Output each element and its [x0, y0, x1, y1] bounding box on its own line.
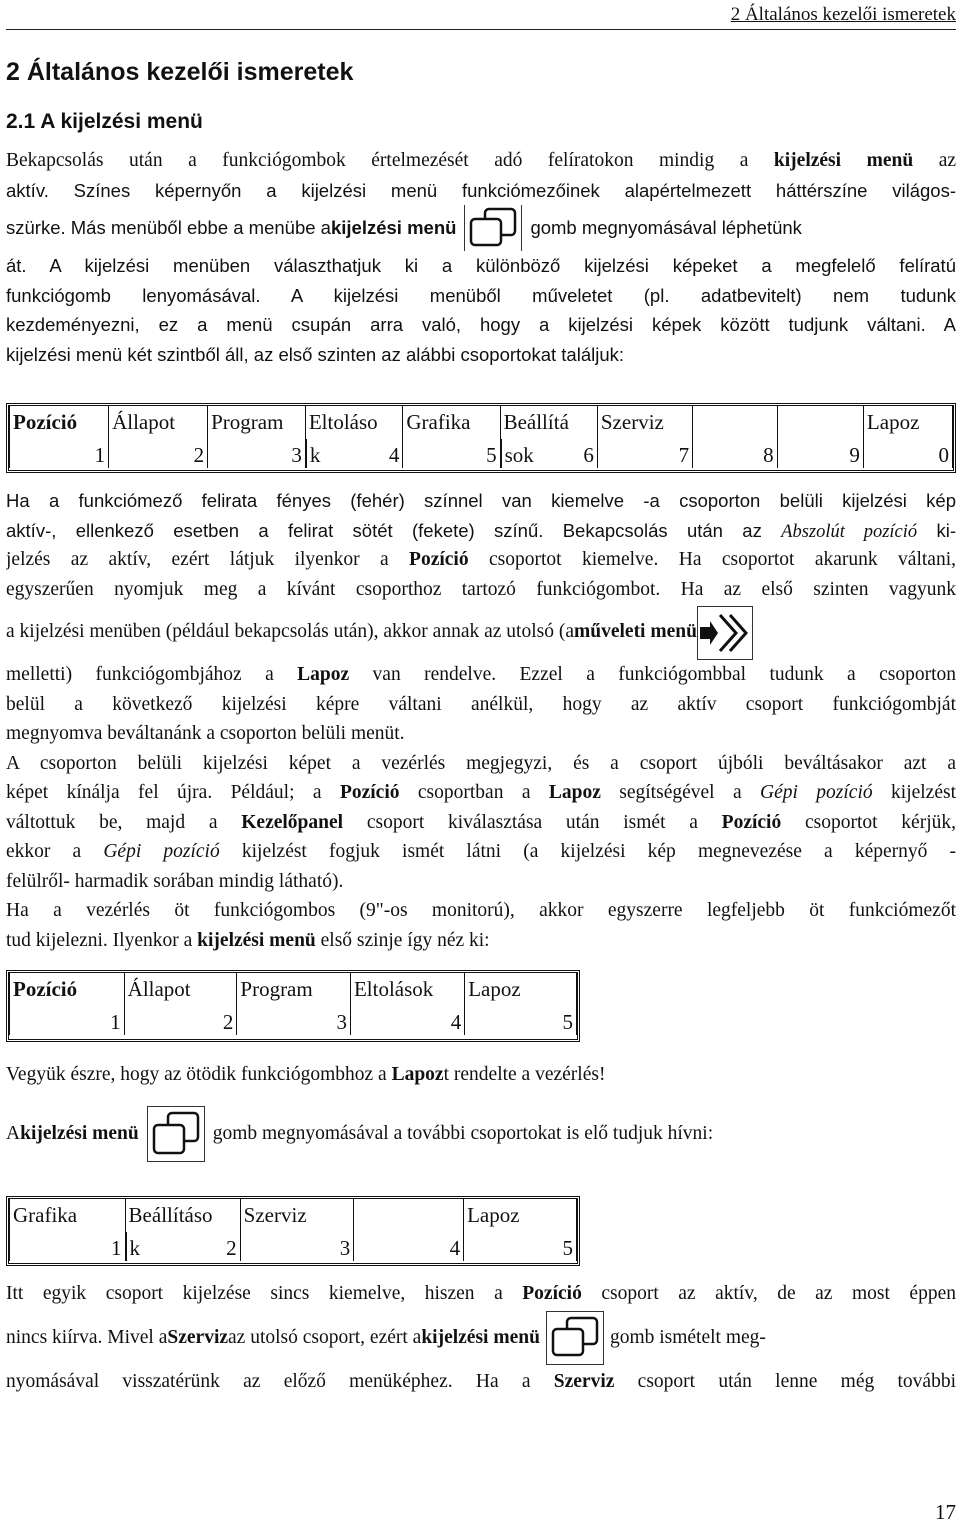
softkey-number: 1 — [10, 1232, 126, 1261]
text-line: aktív-, ellenkező esetben a felirat sötét (fekete) színű. Bekapcsolás után az Abszolút pozíció ki- — [6, 519, 956, 542]
softkey-label: Program — [208, 406, 306, 439]
softkey-number: 4 — [350, 1006, 464, 1035]
text-line: a kijelzési menüben (például bekapcsolás után), akkor annak az utolsó (a műveleti menü — [6, 604, 956, 660]
text-line: Ha a funkciómező felirata fényes (fehér) színnel van kiemelve -a csoporton belüli kijelzési kép — [6, 490, 956, 511]
softkey-label: Grafika — [403, 406, 500, 439]
paragraph-highlight — [6, 486, 956, 955]
paragraph-return — [6, 1279, 956, 1396]
text-line: át. A kijelzési menüben választhatjuk ki a különböző kijelzési képeket a megfelelő felíratú — [6, 255, 956, 276]
softkey-label — [354, 1199, 464, 1232]
text-line: belül a következő kijelzési képre váltani anélkül, hogy az aktív csoport funkciógombját — [6, 693, 956, 715]
text-line: kijelzési menü két szintből áll, az első szinten az alábbi csoportokat találjuk: — [6, 343, 625, 365]
softkey-label: Program — [237, 973, 351, 1006]
text-line: Bekapcsolás után a funkciógombok értelmezését adó felíratokon mindig a kijelzési menü az — [6, 150, 956, 171]
text-line: Itt egyik csoport kijelzése sincs kiemelve, hiszen a Pozíció csoport az aktív, de az most éppen — [6, 1283, 956, 1304]
softkey-table-full — [9, 406, 953, 468]
softkey-number: 2 — [124, 1006, 237, 1035]
display-menu-icon[interactable] — [464, 205, 522, 251]
softkey-number: 3 — [237, 1006, 351, 1035]
softkey-label: Eltolások — [350, 973, 464, 1006]
softkey-number: 3 — [208, 439, 306, 468]
chapter-title: 2 Általános kezelői ismeretek — [6, 58, 354, 86]
softkey-table-five — [9, 973, 577, 1035]
text-line: szürke. Más menüből ebbe a menübe a kijelzési menü gomb megnyomásával léphetünk — [6, 205, 956, 251]
softkey-number: 4 — [354, 1232, 464, 1261]
text-line: egyszerűen nyomjuk meg a kívánt csoporthoz tartozó funkciógombot. Ha az első szinten vagyunk — [6, 578, 956, 600]
text-line: megnyomva beváltanánk a csoporton belüli menüt. — [6, 723, 405, 744]
softkey-number: 1 — [10, 439, 109, 468]
softkey-number: 1 — [10, 1006, 125, 1035]
softkey-number: k 2 — [126, 1232, 240, 1261]
softkey-label: Lapoz — [465, 973, 577, 1006]
softkey-label — [777, 406, 863, 439]
header-rule — [6, 29, 956, 30]
softkey-number: 7 — [597, 439, 692, 468]
softkey-label: Lapoz — [863, 406, 952, 439]
text-line: funkciógomb lenyomásával. A kijelzési menüből műveletet (pl. adatbevitelt) nem tudunk — [6, 284, 956, 306]
softkey-number: sok 6 — [501, 439, 597, 468]
text-line: nyomásával visszatérünk az előző menüképhez. Ha a Szerviz csoport után lenne még további — [6, 1370, 956, 1392]
softkey-label: Szerviz — [240, 1199, 354, 1232]
page-number: 17 — [935, 1500, 956, 1524]
softkey-label: Szerviz — [597, 406, 692, 439]
softkey-label: Állapot — [124, 973, 237, 1006]
softkey-label: Állapot — [109, 406, 208, 439]
softkey-table-second-level — [9, 1199, 577, 1261]
text-line: kezdeményezni, ez a menü csupán arra való, hogy a kijelzési képek között tudjunk váltani. A — [6, 314, 956, 335]
text-line: ekkor a Gépi pozíció kijelzést fogjuk ismét látni (a kijelzési kép megnevezése a képernyő - — [6, 841, 956, 862]
operations-menu-icon[interactable] — [697, 604, 753, 660]
softkey-label: Lapoz — [464, 1199, 577, 1232]
softkey-number: 5 — [465, 1006, 577, 1035]
display-menu-icon[interactable] — [546, 1309, 604, 1367]
text-line: Ha a vezérlés öt funkciógombos (9"-os monitorú), akkor egyszerre legfeljebb öt funkciómezőt — [6, 900, 956, 921]
text-line: aktív. Színes képernyőn a kijelzési menü funkciómezőinek alapértelmezett háttérszíne világos- — [6, 179, 956, 201]
text-line: nincs kiírva. Mivel a Szerviz az utolsó csoport, ezért a kijelzési menü gomb ismételt meg- — [6, 1309, 956, 1367]
softkey-label — [693, 406, 777, 439]
paragraph-note — [6, 1060, 956, 1164]
softkey-label: Grafika — [10, 1199, 126, 1232]
running-header: 2 Általános kezelői ismeretek — [730, 4, 956, 25]
softkey-label: Beállításo — [125, 1199, 240, 1232]
softkey-number: 2 — [109, 439, 208, 468]
softkey-label: Eltoláso — [305, 406, 403, 439]
softkey-number: 9 — [777, 439, 863, 468]
softkey-label: Beállítá — [500, 406, 597, 439]
paragraph-intro — [6, 146, 956, 369]
text-line: melletti) funkciógombjához a Lapoz van rendelve. Ezzel a funkciógombbal tudunk a csoporton — [6, 664, 956, 685]
text-line: Vegyük észre, hogy az ötödik funkciógombhoz a Lapozt rendelte a vezérlés! — [6, 1064, 606, 1085]
softkey-number: 5 — [464, 1232, 577, 1261]
softkey-number: 8 — [693, 439, 777, 468]
softkey-label: Pozíció — [13, 410, 78, 434]
section-title: 2.1 A kijelzési menü — [6, 110, 203, 133]
text-line: tud kijelezni. Ilyenkor a kijelzési menü első szinje így néz ki: — [6, 929, 490, 951]
text-line: A kijelzési menü gomb megnyomásával a további csoportokat is elő tudjuk hívni: — [6, 1104, 956, 1164]
display-menu-icon[interactable] — [147, 1104, 205, 1164]
text-line: A csoporton belüli kijelzési képet a vezérlés megjegyzi, és a csoport újbóli beváltásakor azt a — [6, 752, 956, 774]
text-line: felülről- harmadik sorában mindig látható). — [6, 870, 344, 892]
text-line: jelzés az aktív, ezért látjuk ilyenkor a Pozíció csoportot kiemelve. Ha csoportot akarunk váltani, — [6, 549, 956, 570]
text-line: váltottuk be, majd a Kezelőpanel csoport kiválasztása után ismét a Pozíció csoportot kérjük, — [6, 811, 956, 833]
text-line: képet kínálja fel újra. Például; a Pozíció csoportban a Lapoz segítségével a Gépi pozíció kijelzést — [6, 782, 956, 803]
softkey-number: 0 — [863, 439, 952, 468]
softkey-number: 3 — [240, 1232, 354, 1261]
softkey-label: Pozíció — [13, 977, 78, 1001]
softkey-number: 5 — [403, 439, 500, 468]
softkey-number: k 4 — [306, 439, 403, 468]
